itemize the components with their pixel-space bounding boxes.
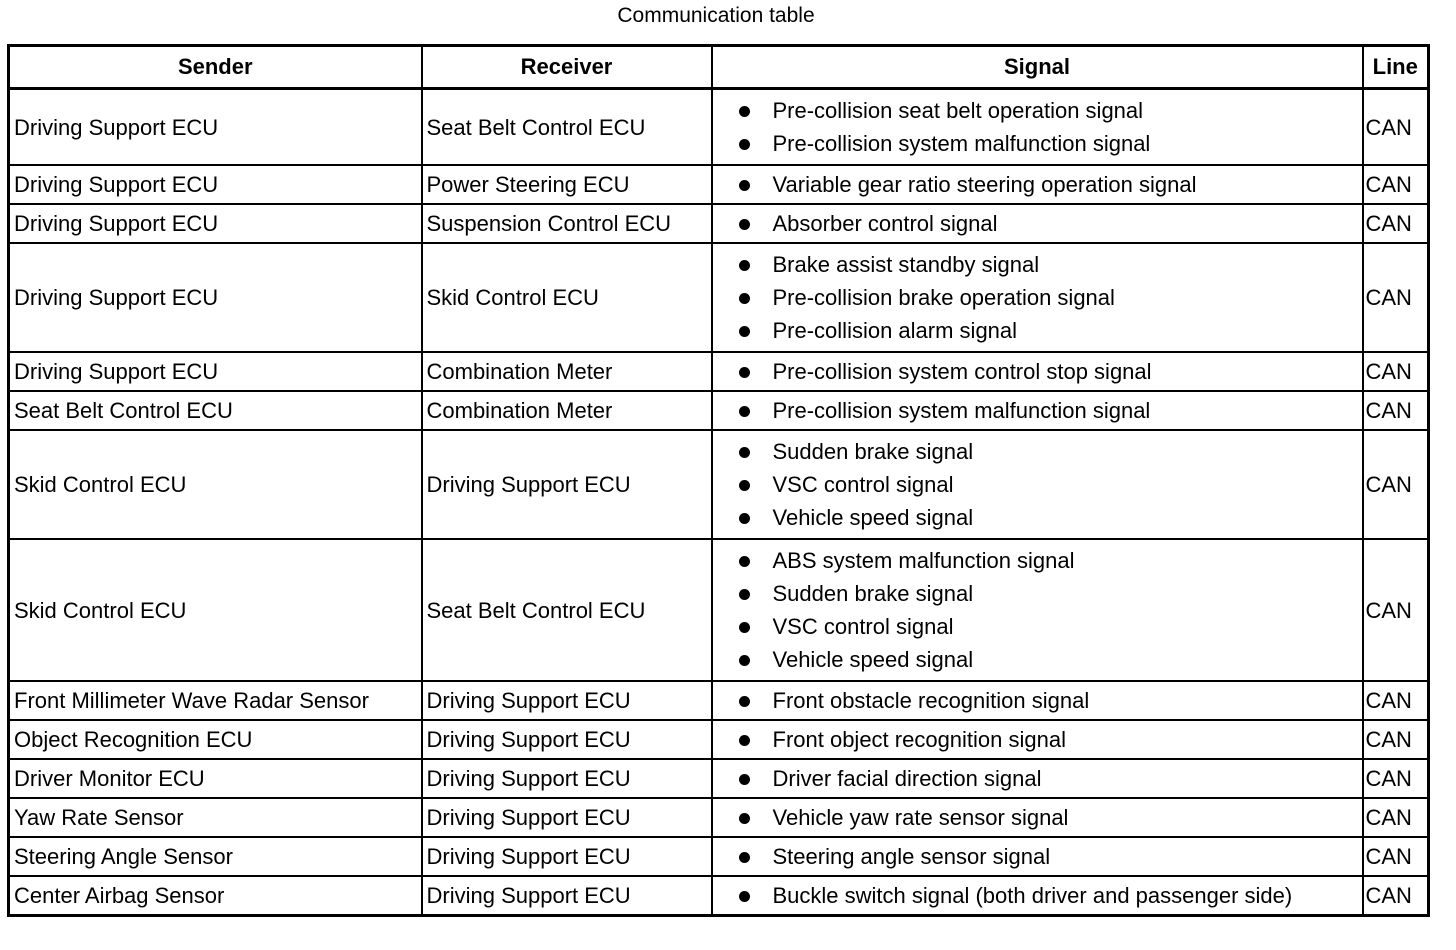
signal-item: Variable gear ratio steering operation signal [739,168,1358,201]
signal-item: Vehicle speed signal [739,643,1358,676]
signal-list [717,721,1358,758]
signal-list [717,392,1358,429]
line-cell: CAN [1363,798,1429,837]
signal-list [717,90,1358,164]
signal-cell [712,720,1363,759]
signal-cell [712,243,1363,352]
table-row [9,204,1429,243]
signal-list [717,682,1358,719]
signal-cell [712,759,1363,798]
receiver-cell: Driving Support ECU [422,876,712,916]
signal-list [717,838,1358,875]
signal-list [717,431,1358,538]
signal-list [717,540,1358,680]
table-row [9,539,1429,681]
signal-cell [712,681,1363,720]
signal-item: Pre-collision system malfunction signal [739,127,1358,160]
receiver-cell: Combination Meter [422,391,712,430]
table-row [9,89,1429,166]
receiver-cell: Suspension Control ECU [422,204,712,243]
receiver-cell: Driving Support ECU [422,720,712,759]
signal-item: ABS system malfunction signal [739,544,1358,577]
signal-item: Pre-collision system malfunction signal [739,394,1358,427]
receiver-cell: Driving Support ECU [422,681,712,720]
signal-cell [712,352,1363,391]
sender-cell: Driving Support ECU [9,352,422,391]
table-row [9,243,1429,352]
signal-item: Steering angle sensor signal [739,840,1358,873]
page-title: Communication table [617,4,815,27]
sender-cell: Driving Support ECU [9,243,422,352]
table-header [9,46,1429,89]
receiver-cell: Seat Belt Control ECU [422,539,712,681]
line-cell: CAN [1363,391,1429,430]
line-cell: CAN [1363,430,1429,539]
sender-cell: Object Recognition ECU [9,720,422,759]
signal-cell [712,204,1363,243]
sender-cell: Seat Belt Control ECU [9,391,422,430]
signal-cell [712,876,1363,916]
line-cell: CAN [1363,837,1429,876]
signal-item: Vehicle yaw rate sensor signal [739,801,1358,834]
signal-item: Sudden brake signal [739,435,1358,468]
table-row [9,165,1429,204]
table-row [9,681,1429,720]
signal-cell [712,837,1363,876]
table-row [9,837,1429,876]
header-sender: Sender [9,46,422,89]
signal-item: Brake assist standby signal [739,248,1358,281]
receiver-cell: Skid Control ECU [422,243,712,352]
signal-cell [712,391,1363,430]
sender-cell: Steering Angle Sensor [9,837,422,876]
signal-item: Driver facial direction signal [739,762,1358,795]
signal-item: Buckle switch signal (both driver and passenger side) [739,879,1358,912]
signal-item: Vehicle speed signal [739,501,1358,534]
sender-cell: Skid Control ECU [9,430,422,539]
table-row [9,430,1429,539]
signal-cell [712,430,1363,539]
communication-table [7,44,1430,917]
signal-list [717,353,1358,390]
sender-cell: Front Millimeter Wave Radar Sensor [9,681,422,720]
signal-cell [712,539,1363,681]
header-receiver: Receiver [422,46,712,89]
sender-cell: Driving Support ECU [9,89,422,166]
signal-cell [712,89,1363,166]
signal-list [717,877,1358,914]
table-row [9,759,1429,798]
receiver-cell: Power Steering ECU [422,165,712,204]
table-row [9,352,1429,391]
line-cell: CAN [1363,720,1429,759]
sender-cell: Skid Control ECU [9,539,422,681]
table-row [9,876,1429,916]
sender-cell: Driving Support ECU [9,204,422,243]
line-cell: CAN [1363,243,1429,352]
line-cell: CAN [1363,89,1429,166]
signal-item: Front object recognition signal [739,723,1358,756]
signal-list [717,244,1358,351]
line-cell: CAN [1363,165,1429,204]
sender-cell: Center Airbag Sensor [9,876,422,916]
signal-list [717,166,1358,203]
signal-item: Pre-collision system control stop signal [739,355,1358,388]
table-row [9,391,1429,430]
receiver-cell: Driving Support ECU [422,430,712,539]
receiver-cell: Driving Support ECU [422,798,712,837]
sender-cell: Yaw Rate Sensor [9,798,422,837]
receiver-cell: Driving Support ECU [422,759,712,798]
table-row [9,720,1429,759]
line-cell: CAN [1363,759,1429,798]
signal-list [717,799,1358,836]
header-row [9,46,1429,89]
signal-item: VSC control signal [739,468,1358,501]
line-cell: CAN [1363,681,1429,720]
table-row [9,798,1429,837]
line-cell: CAN [1363,539,1429,681]
line-cell: CAN [1363,352,1429,391]
signal-item: Pre-collision alarm signal [739,314,1358,347]
signal-item: Pre-collision brake operation signal [739,281,1358,314]
signal-item: Sudden brake signal [739,577,1358,610]
signal-cell [712,165,1363,204]
signal-cell [712,798,1363,837]
sender-cell: Driver Monitor ECU [9,759,422,798]
signal-list [717,205,1358,242]
line-cell: CAN [1363,204,1429,243]
receiver-cell: Combination Meter [422,352,712,391]
signal-list [717,760,1358,797]
signal-item: VSC control signal [739,610,1358,643]
header-line: Line [1363,46,1429,89]
signal-item: Front obstacle recognition signal [739,684,1358,717]
line-cell: CAN [1363,876,1429,916]
table-body [9,89,1429,916]
signal-item: Absorber control signal [739,207,1358,240]
receiver-cell: Seat Belt Control ECU [422,89,712,166]
signal-item: Pre-collision seat belt operation signal [739,94,1358,127]
header-signal: Signal [712,46,1363,89]
receiver-cell: Driving Support ECU [422,837,712,876]
sender-cell: Driving Support ECU [9,165,422,204]
